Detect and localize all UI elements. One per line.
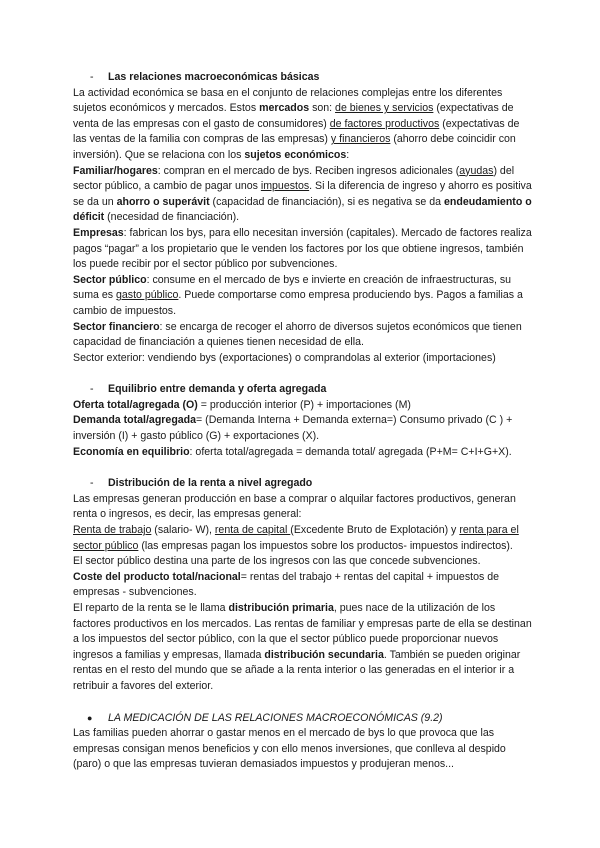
underlined-term: Renta de trabajo [73,524,152,537]
section-heading-text: Equilibrio entre demanda y oferta agregada [108,383,327,396]
section-heading-distribucion [73,476,533,492]
underlined-term: gasto público [115,289,179,302]
text: (ahorro debe coincidir con inversión). Que se relaciona con los [73,133,516,161]
bold-term: Demanda total/agregada [73,414,197,427]
underlined-term: y financieros [330,133,391,146]
bold-term: Oferta total/agregada (O) [73,398,198,411]
text: (necesidad de financiación). [104,211,240,224]
bold-term: Sector financiero [73,320,160,333]
bold-term: mercados [259,102,310,115]
underlined-term: de factores productivos [329,117,440,130]
text: : compran en el mercado de bys. Reciben ingresos adicionales ( [157,164,460,177]
text: son: [309,102,336,115]
bold-term: Coste del producto total/nacional [73,570,241,583]
text: : fabrican los bys, para ello necesitan inversión (capitales). Mercado de factores realiza pagos “pagar” a los propietario que le venden los factores por los que obtiene ingresos, también los puede recibir por el sector público por subvenciones. [73,226,532,271]
text: (expectativas de las ventas de la familia con compras de las empresas) [73,117,520,146]
underlined-term: renta de capital [214,524,291,537]
section-gap [73,695,533,711]
paragraph-familiar-hogares [73,164,533,226]
text: . También se pueden originar rentas en el resto del mundo que se añade a la renta interior o las generadas en el interior ir a retribuir a favores del exterior. [73,648,521,692]
paragraph-empresas-generan: Las empresas generan producción en base a comprar o alquilar factores productivos, generan renta o ingresos, es decir, las empresas general: [73,492,516,521]
text: (Excedente Bruto de Explotación) y [290,524,460,537]
text: . Puede comportarse como empresa produciendo bys. Pagos a familias a cambio de impuestos. [73,289,523,317]
text: ) del sector público, a cambio de pagar unos [73,164,515,193]
bold-term: endeudamiento o déficit [73,195,532,224]
bold-term: Economía en equilibrio [73,445,190,458]
bold-term: sujetos económicos [244,148,347,161]
underlined-term: ayudas [459,164,494,177]
dash-bullet: - [90,71,94,83]
section-heading-medicacion [73,711,533,727]
dash-bullet: - [90,383,94,396]
paragraph-reparto-renta [73,601,533,695]
paragraph-sector-financiero [73,320,533,351]
paragraph-economia-equilibrio [73,445,533,461]
bold-term: ahorro o superávit [116,195,210,208]
section-heading-equilibrio [73,382,533,398]
underlined-term: de bienes y servicios [335,102,434,115]
paragraph-subvenciones: El sector público destina una parte de los ingresos con las que concede subvenciones. [73,555,481,568]
text: (salario- W), [151,524,215,537]
dash-bullet: - [90,477,94,490]
bold-term: distribución primaria [228,602,334,614]
section-gap [73,366,533,382]
text: = producción interior (P) + importaciones (M) [197,398,411,411]
paragraph-familias-ahorrar: Las familias pueden ahorrar o gastar menos en el mercado de bys lo que provoca que las empresas consigan menos beneficios y con ello menos inversiones, que conlleva al despido (paro) o que las empresas tuvieran demasiados impuestos y produjeran menos... [73,727,506,771]
text: La actividad económica se basa en el conjunto de relaciones complejas entre los diferentes sujetos económicos y mercados. Estos [73,86,503,115]
section-heading-text: LA MEDICACIÓN DE LAS RELACIONES MACROECONÓMICAS (9.2) [108,711,443,724]
document-content [73,70,533,773]
section-gap [73,460,533,476]
text: (capacidad de financiación), si es negativa se da [209,195,444,208]
text: . Si la diferencia de ingreso y ahorro es positiva se da un [73,180,532,208]
text: : [346,148,350,161]
section-heading-text: Distribución de la renta a nivel agregado [108,477,313,490]
underlined-term: impuestos [260,180,310,193]
paragraph-oferta-total [73,398,533,414]
underlined-term: renta para el sector público [73,524,519,552]
text: : consume en el mercado de bys e invierte en creación de infraestructuras, su suma es [73,273,512,302]
paragraph-sector-publico [73,273,533,320]
paragraph-mercados [73,86,533,164]
paragraph-coste-producto [73,570,533,601]
text: = rentas del trabajo + rentas del capital + impuestos de empresas - subvenciones. [73,570,499,599]
paragraph-demanda-total [73,413,533,444]
paragraph-sector-exterior: Sector exterior: vendiendo bys (exportaciones) o comprandolas al exterior (importaciones) [73,351,496,364]
bold-term: Sector público [73,273,147,286]
paragraph-rentas [73,523,533,554]
bullet-dot: ● [87,712,93,723]
paragraph-empresas [73,226,533,273]
bold-term: Familiar/hogares [73,164,158,177]
text: = (Demanda Interna + Demanda externa=) Consumo privado (C ) + inversión (I) + gasto público (G) + exportaciones (X). [73,414,513,443]
text: (expectativas de venta de las empresas con el gasto de consumidores) [73,102,514,130]
bold-term: distribución secundaria [264,648,384,661]
section-heading-text: Las relaciones macroeconómicas básicas [108,71,320,83]
text: : oferta total/agregada = demanda total/ agregada (P+M= C+I+G+X). [189,445,512,458]
section-heading-relaciones [73,70,533,86]
bold-term: Empresas [73,226,124,239]
text: (las empresas pagan los impuestos sobre los productos- impuestos indirectos). [138,539,513,552]
text: : se encarga de recoger el ahorro de diversos sujetos económicos que tienen capacidad de financiación a quienes tienen necesidad de ella. [73,320,522,349]
text: , pues nace de la utilización de los factores productivos en los mercados. Las rentas de familiar y empresas parte de ella se destinan a los impuestos del sector público, con la que el sector público puede proporcionar nuevos ingresos a familias y empresas, llamada [73,602,532,661]
text: El reparto de la renta se le llama [73,602,229,614]
